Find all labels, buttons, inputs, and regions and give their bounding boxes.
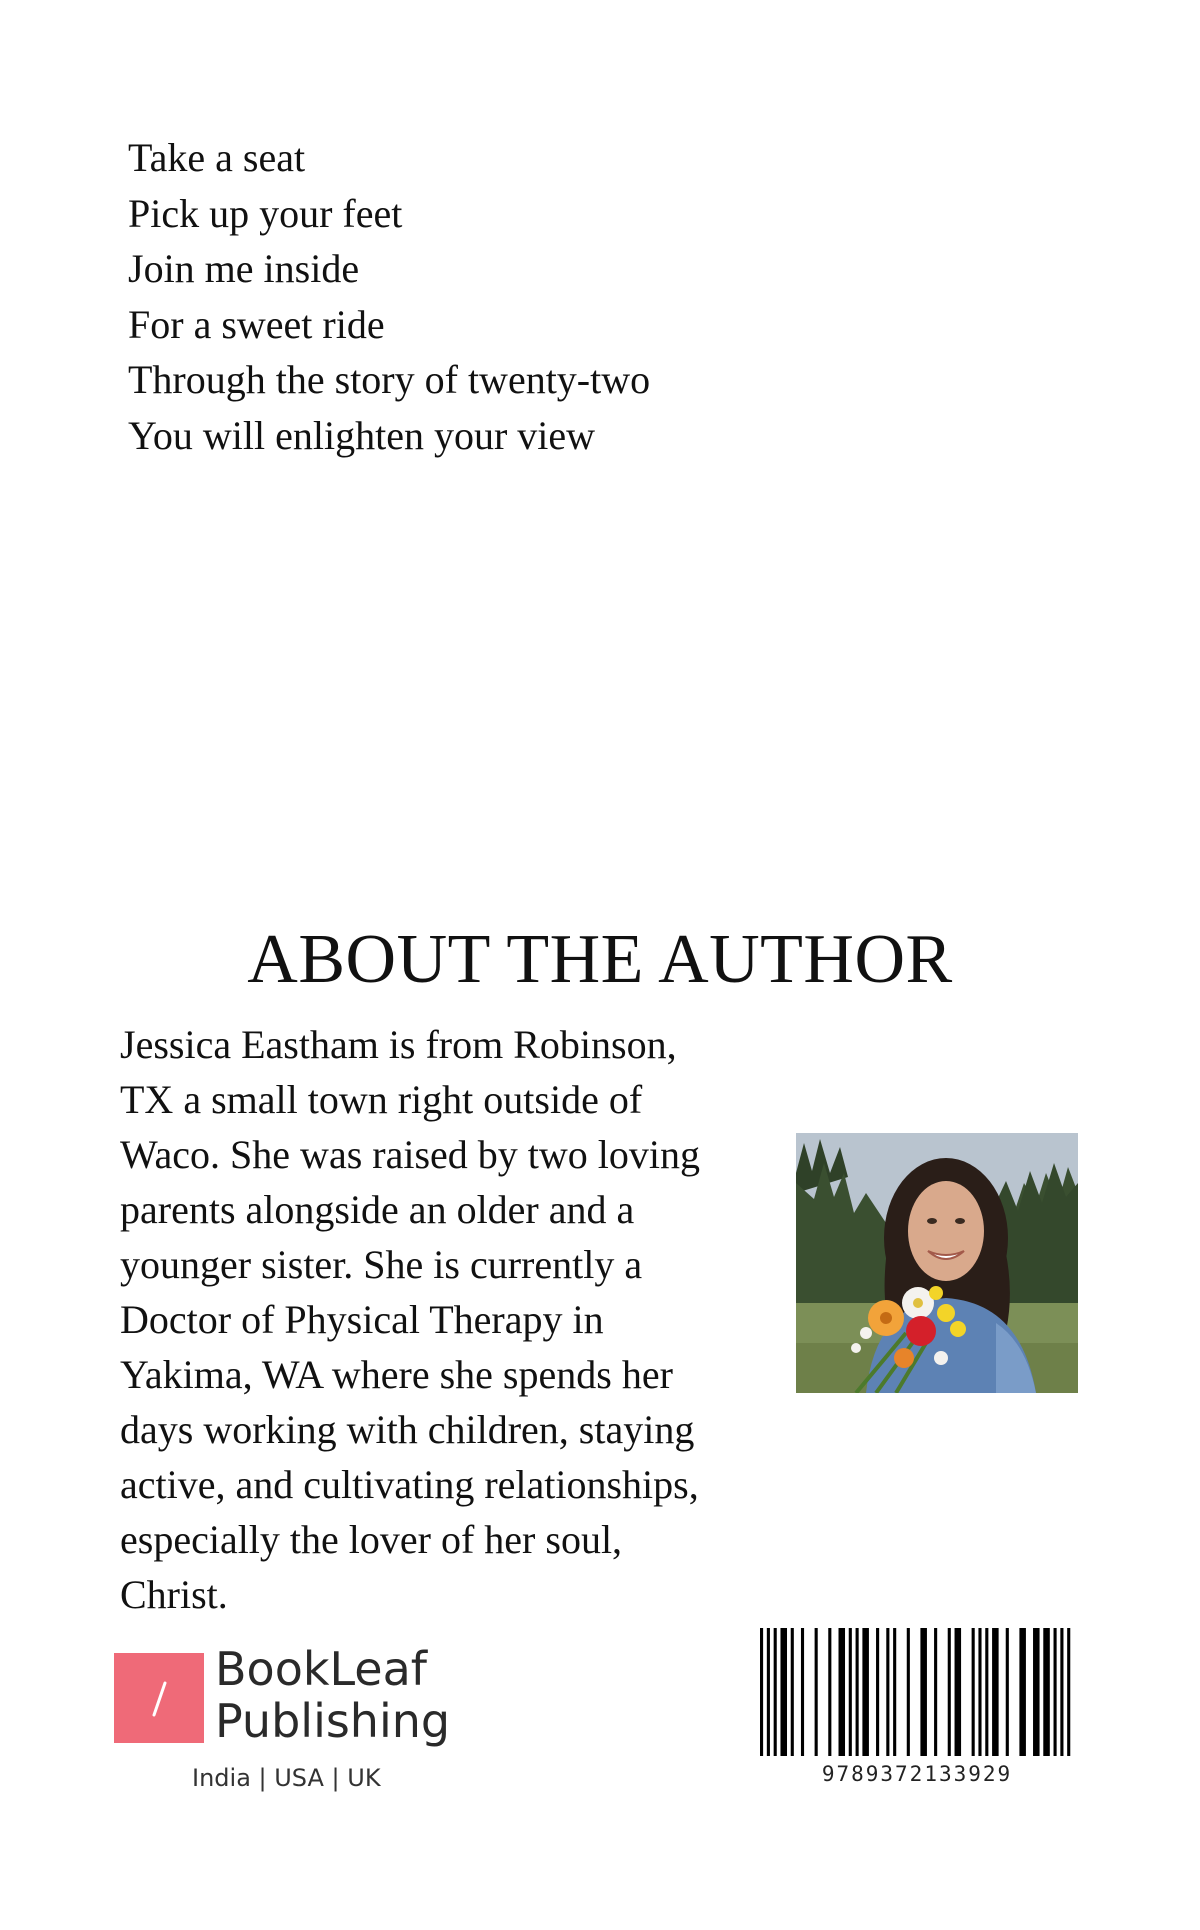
barcode-bar [955,1628,962,1756]
barcode-bar [876,1628,879,1756]
publisher-name-line: BookLeaf [215,1642,427,1696]
bio-line: especially the lover of her soul, [120,1517,623,1562]
publisher-name [215,1643,450,1747]
publisher-name-line: Publishing [215,1694,451,1748]
bio-line: Jessica Eastham is from Robinson, [120,1022,677,1067]
poem-line: Pick up your feet [128,190,403,236]
poem-line: Through the story of twenty-two [128,357,651,403]
bio-line: active, and cultivating relationships, [120,1462,699,1507]
bio-line: Doctor of Physical Therapy in [120,1297,604,1342]
barcode-bar [1054,1628,1057,1756]
publisher-regions: India | USA | UK [192,1764,381,1792]
barcode-bar [972,1628,975,1756]
barcode-bar [791,1628,794,1756]
barcode-bar [1067,1628,1070,1756]
poem-line: Take a seat [128,135,306,180]
barcode-bar [780,1628,787,1756]
barcode-bar [1019,1628,1026,1756]
barcode-bar [886,1628,889,1756]
poem-line: Join me inside [128,246,360,292]
barcode-bar [1060,1628,1063,1756]
barcode-bar [862,1628,869,1756]
barcode-bar [801,1628,804,1756]
poem-line: You will enlighten your view [128,412,596,458]
barcode-bar [815,1628,818,1756]
barcode-bar [948,1628,951,1756]
bio-line: Christ. [120,1572,228,1617]
barcode-bar [992,1628,999,1756]
barcode-bar [907,1628,910,1756]
author-photo [796,1133,1078,1393]
barcode-bar [1043,1628,1050,1756]
bio-line: Waco. She was raised by two loving [120,1132,700,1177]
barcode-bar [1033,1628,1040,1756]
barcode-bar [920,1628,927,1756]
barcode-bar [934,1628,937,1756]
barcode-bar [774,1628,777,1756]
barcode-bar [856,1628,859,1756]
barcode-bar [985,1628,988,1756]
barcode-bar [839,1628,846,1756]
poem-line: For a sweet ride [128,301,385,347]
bio-line: TX a small town right outside of [120,1077,643,1122]
poem [128,130,650,464]
bio-line: younger sister. She is currently a [120,1242,643,1287]
about-heading: ABOUT THE AUTHOR [247,921,953,998]
barcode-bar [1006,1628,1009,1756]
barcode-bar [828,1628,831,1756]
bookleaf-logo [114,1653,204,1743]
barcode-bar [767,1628,770,1756]
barcode-bar [893,1628,896,1756]
barcode-bar [978,1628,981,1756]
barcode [758,1628,1076,1756]
isbn-number: 9789372133929 [821,1762,1013,1786]
bio-line: parents alongside an older and a [120,1187,635,1232]
barcode-bar [760,1628,763,1756]
bio-line: Yakima, WA where she spends her [120,1352,673,1397]
author-bio [120,1017,760,1622]
barcode-bar [849,1628,852,1756]
bio-line: days working with children, staying [120,1407,695,1452]
